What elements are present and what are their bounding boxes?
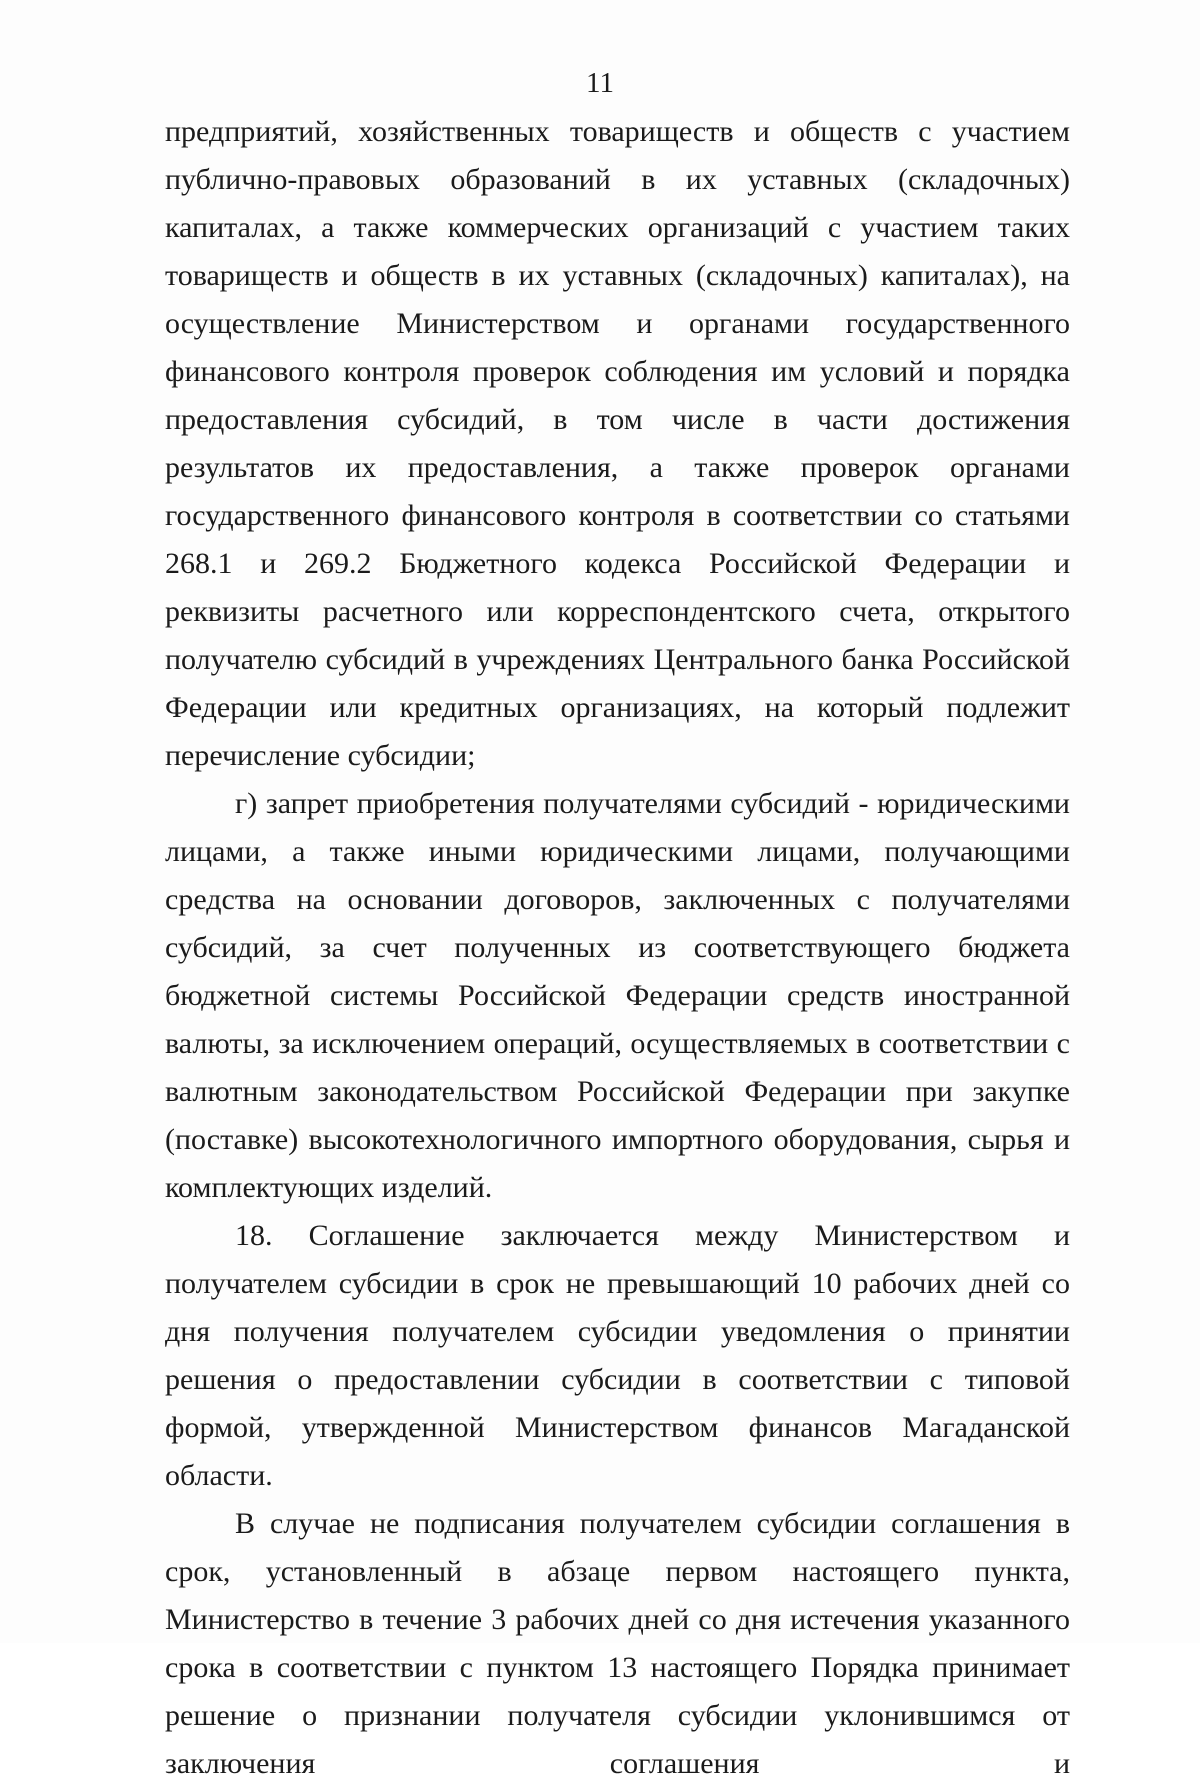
document-body [165,108,1070,1788]
paragraph-item-g: г) запрет приобретения получателями субсидий - юридическими лицами, а также иными юридическими лицами, получающими средства на основании договоров, заключенных с получателями субсидий, за счет полученных из соответствующего бюджета бюджетной системы Российской Федерации средств иностранной валюты, за исключением операций, осуществляемых в соответствии с валютным законодательством Российской Федерации при закупке (поставке) высокотехнологичного импортного оборудования, сырья и комплектующих изделий. [165,787,1070,1204]
page-number: 11 [586,67,614,99]
paragraph-refusal-case: В случае не подписания получателем субсидии соглашения в срок, установленный в абзаце первом настоящего пункта, Министерство в течение 3 рабочих дней со дня истечения указанного срока в соответствии с пунктом 13 настоящего Порядка принимает решение о признании получателя субсидии уклонившимся от заключения соглашения и [165,1507,1070,1780]
paragraph-continuation: предприятий, хозяйственных товариществ и обществ с участием публично-правовых образований в их уставных (складочных) капиталах, а также коммерческих организаций с участием таких товариществ и обществ в их уставных (складочных) капиталах), на осуществление Министерством и органами государственного финансового контроля проверок соблюдения им условий и порядка предоставления субсидий, в том числе в части достижения результатов их предоставления, а также проверок органами государственного финансового контроля в соответствии со статьями 268.1 и 269.2 Бюджетного кодекса Российской Федерации и реквизиты расчетного или корреспондентского счета, открытого получателю субсидий в учреждениях Центрального банка Российской Федерации или кредитных организациях, на который подлежит перечисление субсидии; [165,115,1070,772]
paragraph-18: 18. Соглашение заключается между Министерством и получателем субсидии в срок не превышающий 10 рабочих дней со дня получения получателем субсидии уведомления о принятии решения о предоставлении субсидии в соответствии с типовой формой, утвержденной Министерством финансов Магаданской области. [165,1219,1070,1492]
